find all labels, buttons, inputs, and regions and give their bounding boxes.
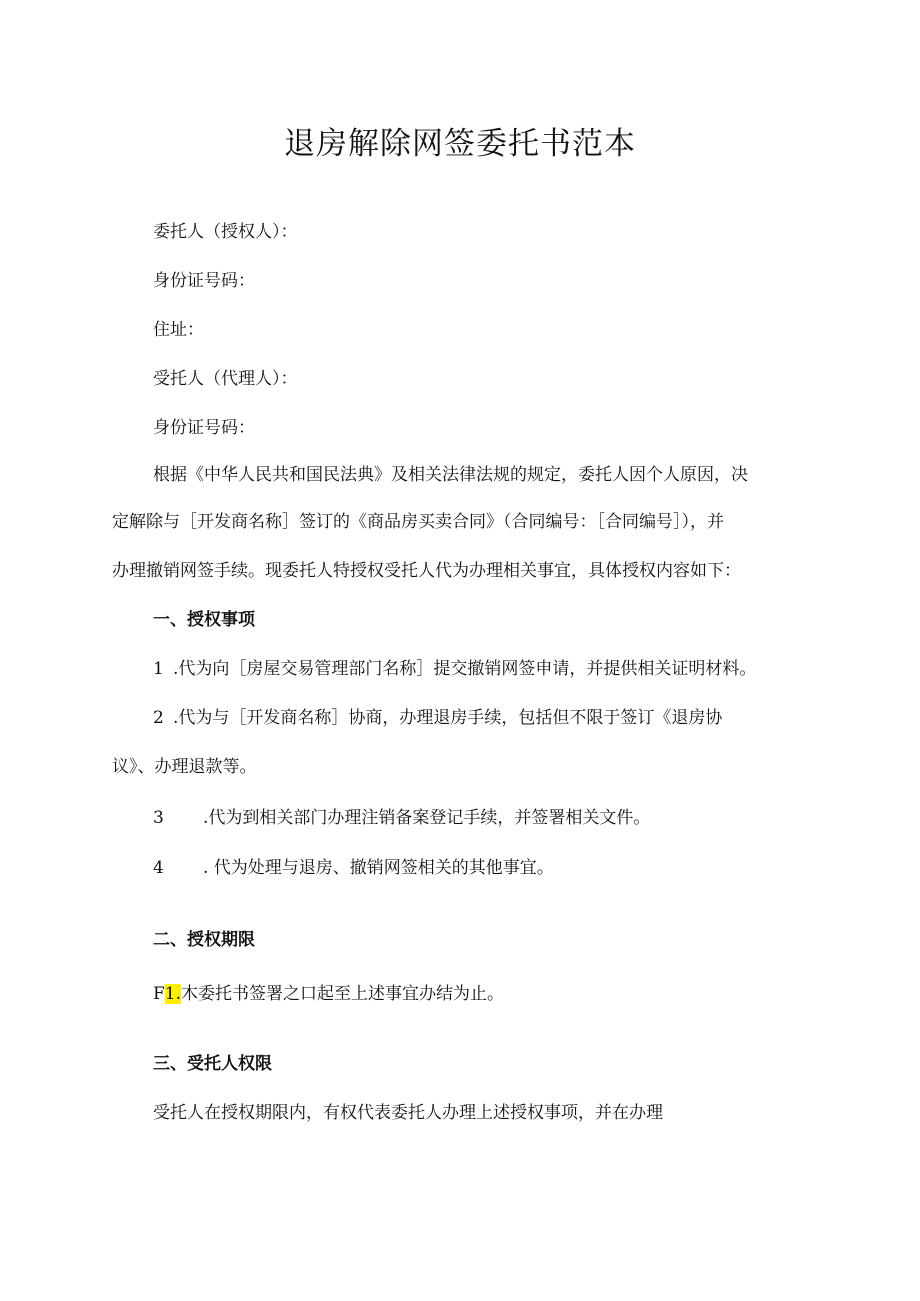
rights-paragraph: 受托人在授权期限内，有权代表委托人办理上述授权事项，并在办理 [153, 1103, 663, 1123]
list-item-number: 3 [153, 808, 164, 828]
address-label: 住址： [153, 320, 204, 340]
list-item [153, 856, 554, 880]
list-item [153, 706, 722, 730]
list-item-text: . 代为处理与退房、撤销网签相关的其他事宜。 [203, 858, 554, 878]
list-item-continuation: 议》、办理退款等。 [112, 757, 257, 777]
term-paragraph [153, 982, 504, 1006]
list-item-number: 2 [153, 708, 164, 728]
term-text: 木委托书签署之口起至上述事宜办结为止。 [181, 984, 505, 1004]
term-prefix: F [153, 984, 165, 1004]
section-heading-authorization-term: 二、授权期限 [153, 930, 255, 950]
list-item-number: 4 [153, 858, 164, 878]
agent-label: 受托人（代理人）： [153, 369, 298, 389]
intro-paragraph-line: 办理撤销网签手续。现委托人特授权受托人代为办理相关事宜，具体授权内容如下： [112, 561, 741, 581]
intro-paragraph-line: 定解除与［开发商名称］签订的《商品房买卖合同》（合同编号：［合同编号］），并 [112, 512, 724, 532]
section-heading-agent-rights: 三、受托人权限 [153, 1054, 272, 1074]
list-item-number: 1 [153, 659, 164, 679]
list-item-text: .代为与［开发商名称］协商，办理退房手续，包括但不限于签订《退房协 [173, 708, 723, 728]
list-item [153, 657, 756, 681]
document-title: 退房解除网签委托书范本 [284, 126, 636, 162]
list-item-text: .代为到相关部门办理注销备案登记手续，并签署相关文件。 [203, 808, 651, 828]
list-item [153, 806, 650, 830]
principal-label: 委托人（授权人）： [153, 222, 298, 242]
section-heading-authorized-matters: 一、授权事项 [153, 610, 255, 630]
agent-id-label: 身份证号码： [153, 418, 255, 438]
principal-id-label: 身份证号码： [153, 271, 255, 291]
highlighted-text: 1. [164, 984, 182, 1004]
list-item-text: .代为向［房屋交易管理部门名称］提交撤销网签申请，并提供相关证明材料。 [173, 659, 757, 679]
intro-paragraph-line: 根据《中华人民共和国民法典》及相关法律法规的规定，委托人因个人原因，决 [153, 465, 748, 485]
